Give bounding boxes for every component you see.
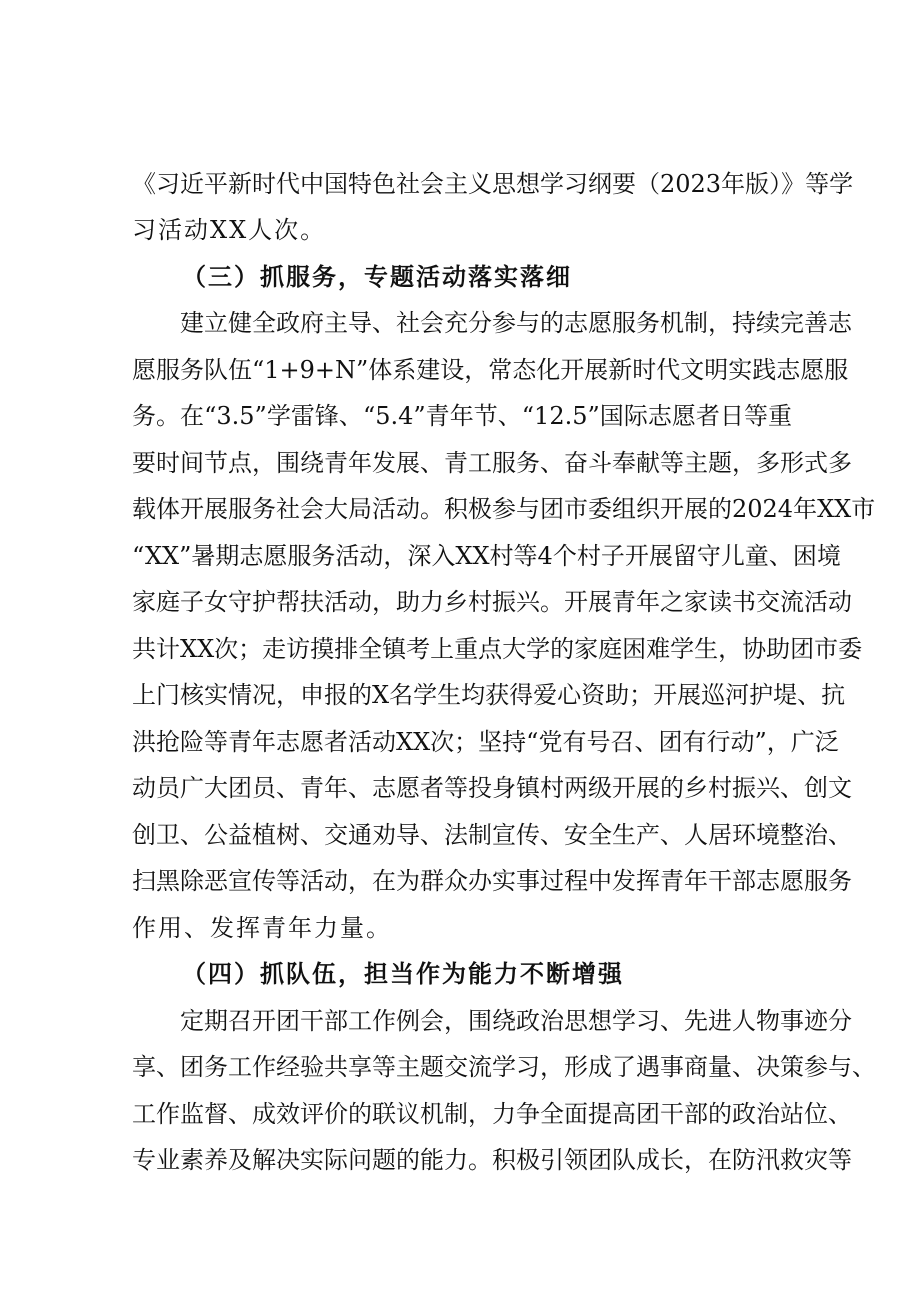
paragraph-line: 务。在“3.5”学雷锋、“5.4”青年节、“12.5”国际志愿者日等重: [132, 402, 792, 430]
paragraph-line: 共计XX次；走访摸排全镇考上重点大学的家庭困难学生，协助团市委: [132, 635, 863, 663]
paragraph-line: 动员广大团员、青年、志愿者等投身镇村两级开展的乡村振兴、创文: [132, 774, 852, 802]
paragraph-line: 定期召开团干部工作例会，围绕政治思想学习、先进人物事迹分: [180, 1007, 852, 1035]
paragraph-line: 要时间节点，围绕青年发展、青工服务、奋斗奉献等主题，多形式多: [132, 449, 852, 477]
paragraph-line: 建立健全政府主导、社会充分参与的志愿服务机制，持续完善志: [180, 309, 852, 337]
paragraph-line: 载体开展服务社会大局活动。积极参与团市委组织开展的2024年XX市: [132, 495, 876, 523]
section-heading-4: （四）抓队伍，担当作为能力不断增强: [182, 959, 624, 988]
paragraph-line: 家庭子女守护帮扶活动，助力乡村振兴。开展青年之家读书交流活动: [132, 588, 852, 616]
paragraph-line: 《习近平新时代中国特色社会主义思想学习纲要（2023年版）》等学: [132, 170, 854, 198]
paragraph-line: 专业素养及解决实际问题的能力。积极引领团队成长，在防汛救灾等: [132, 1146, 852, 1174]
paragraph-line: 洪抢险等青年志愿者活动XX次；坚持“党有号召、团有行动”，广泛: [132, 728, 839, 756]
paragraph-line: 愿服务队伍“1+9+N”体系建设，常态化开展新时代文明实践志愿服: [132, 356, 849, 384]
paragraph-line: 上门核实情况，申报的X名学生均获得爱心资助；开展巡河护堤、抗: [132, 681, 846, 709]
paragraph-line: 享、团务工作经验共享等主题交流学习，形成了遇事商量、决策参与、: [132, 1053, 876, 1081]
paragraph-line: 工作监督、成效评价的联议机制，力争全面提高团干部的政治站位、: [132, 1100, 852, 1128]
section-heading-3: （三）抓服务，专题活动落实落细: [182, 262, 572, 291]
paragraph-line: 作用、发挥青年力量。: [132, 914, 392, 942]
paragraph-line: 扫黑除恶宣传等活动，在为群众办实事过程中发挥青年干部志愿服务: [132, 867, 852, 895]
paragraph-line: 习活动XX人次。: [132, 216, 327, 244]
paragraph-line: “XX”暑期志愿服务活动，深入XX村等4个村子开展留守儿童、困境: [132, 542, 841, 570]
paragraph-line: 创卫、公益植树、交通劝导、法制宣传、安全生产、人居环境整治、: [132, 821, 852, 849]
